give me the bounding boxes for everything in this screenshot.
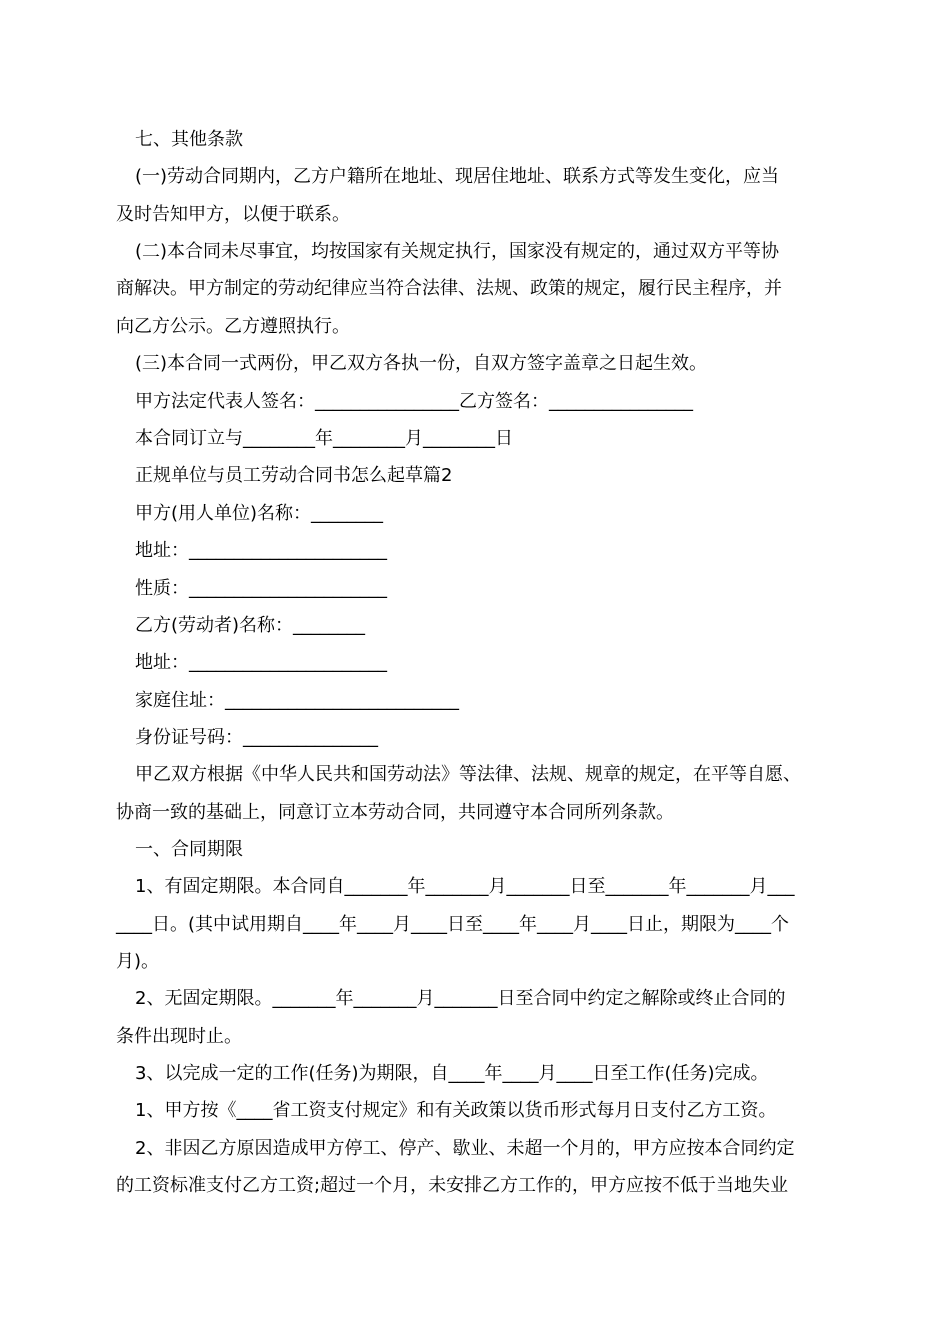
paragraph-line: 协商一致的基础上，同意订立本劳动合同，共同遵守本合同所列条款。: [116, 802, 674, 823]
form-field-line: 甲方(用人单位)名称：________: [135, 503, 384, 524]
paragraph-line: 及时告知甲方，以便于联系。: [116, 204, 350, 225]
paragraph-line: (一)劳动合同期内，乙方户籍所在地址、现居住地址、联系方式等发生变化，应当: [135, 166, 780, 187]
paragraph-line: ____日。(其中试用期自____年____月____日至____年____月____日止，期限为____个: [116, 914, 790, 935]
form-field-line: 地址：______________________: [135, 652, 387, 673]
paragraph-line: 向乙方公示。乙方遵照执行。: [116, 316, 350, 337]
paragraph-line: 商解决。甲方制定的劳动纪律应当符合法律、法规、政策的规定，履行民主程序，并: [116, 278, 782, 299]
date-line: 本合同订立与________年________月________日: [135, 428, 513, 449]
paragraph-line: 月)。: [116, 951, 160, 972]
form-field-line: 乙方(劳动者)名称：________: [135, 615, 366, 636]
form-field-line: 性质：______________________: [135, 578, 387, 599]
paragraph-line: 2、非因乙方原因造成甲方停工、停产、歇业、未超一个月的，甲方应按本合同约定: [135, 1138, 795, 1159]
paragraph-line: 1、有固定期限。本合同自_______年_______月_______日至_______年_______月___: [135, 876, 795, 897]
paragraph-line: 1、甲方按《____省工资支付规定》和有关政策以货币形式每月日支付乙方工资。: [135, 1100, 777, 1121]
paragraph-line: (二)本合同未尽事宜，均按国家有关规定执行，国家没有规定的，通过双方平等协: [135, 241, 780, 262]
article-title: 正规单位与员工劳动合同书怎么起草篇2: [135, 465, 453, 486]
paragraph-line: 的工资标准支付乙方工资;超过一个月，未安排乙方工作的，甲方应按不低于当地失业: [116, 1175, 789, 1196]
form-field-line: 地址：______________________: [135, 540, 387, 561]
paragraph-line: 3、以完成一定的工作(任务)为期限，自____年____月____日至工作(任务)完成。: [135, 1063, 769, 1084]
signature-line: 甲方法定代表人签名：________________乙方签名：________________: [135, 391, 693, 412]
form-field-line: 家庭住址：__________________________: [135, 690, 459, 711]
paragraph-line: 条件出现时止。: [116, 1026, 242, 1047]
paragraph-line: 2、无固定期限。_______年_______月_______日至合同中约定之解除或终止合同的: [135, 988, 786, 1009]
paragraph-line: (三)本合同一式两份，甲乙双方各执一份，自双方签字盖章之日起生效。: [135, 353, 708, 374]
paragraph-line: 甲乙双方根据《中华人民共和国劳动法》等法律、法规、规章的规定，在平等自愿、: [135, 764, 801, 785]
section-heading-other-terms: 七、其他条款: [135, 129, 243, 150]
section-heading-contract-term: 一、合同期限: [135, 839, 243, 860]
form-field-line: 身份证号码：_______________: [135, 727, 378, 748]
